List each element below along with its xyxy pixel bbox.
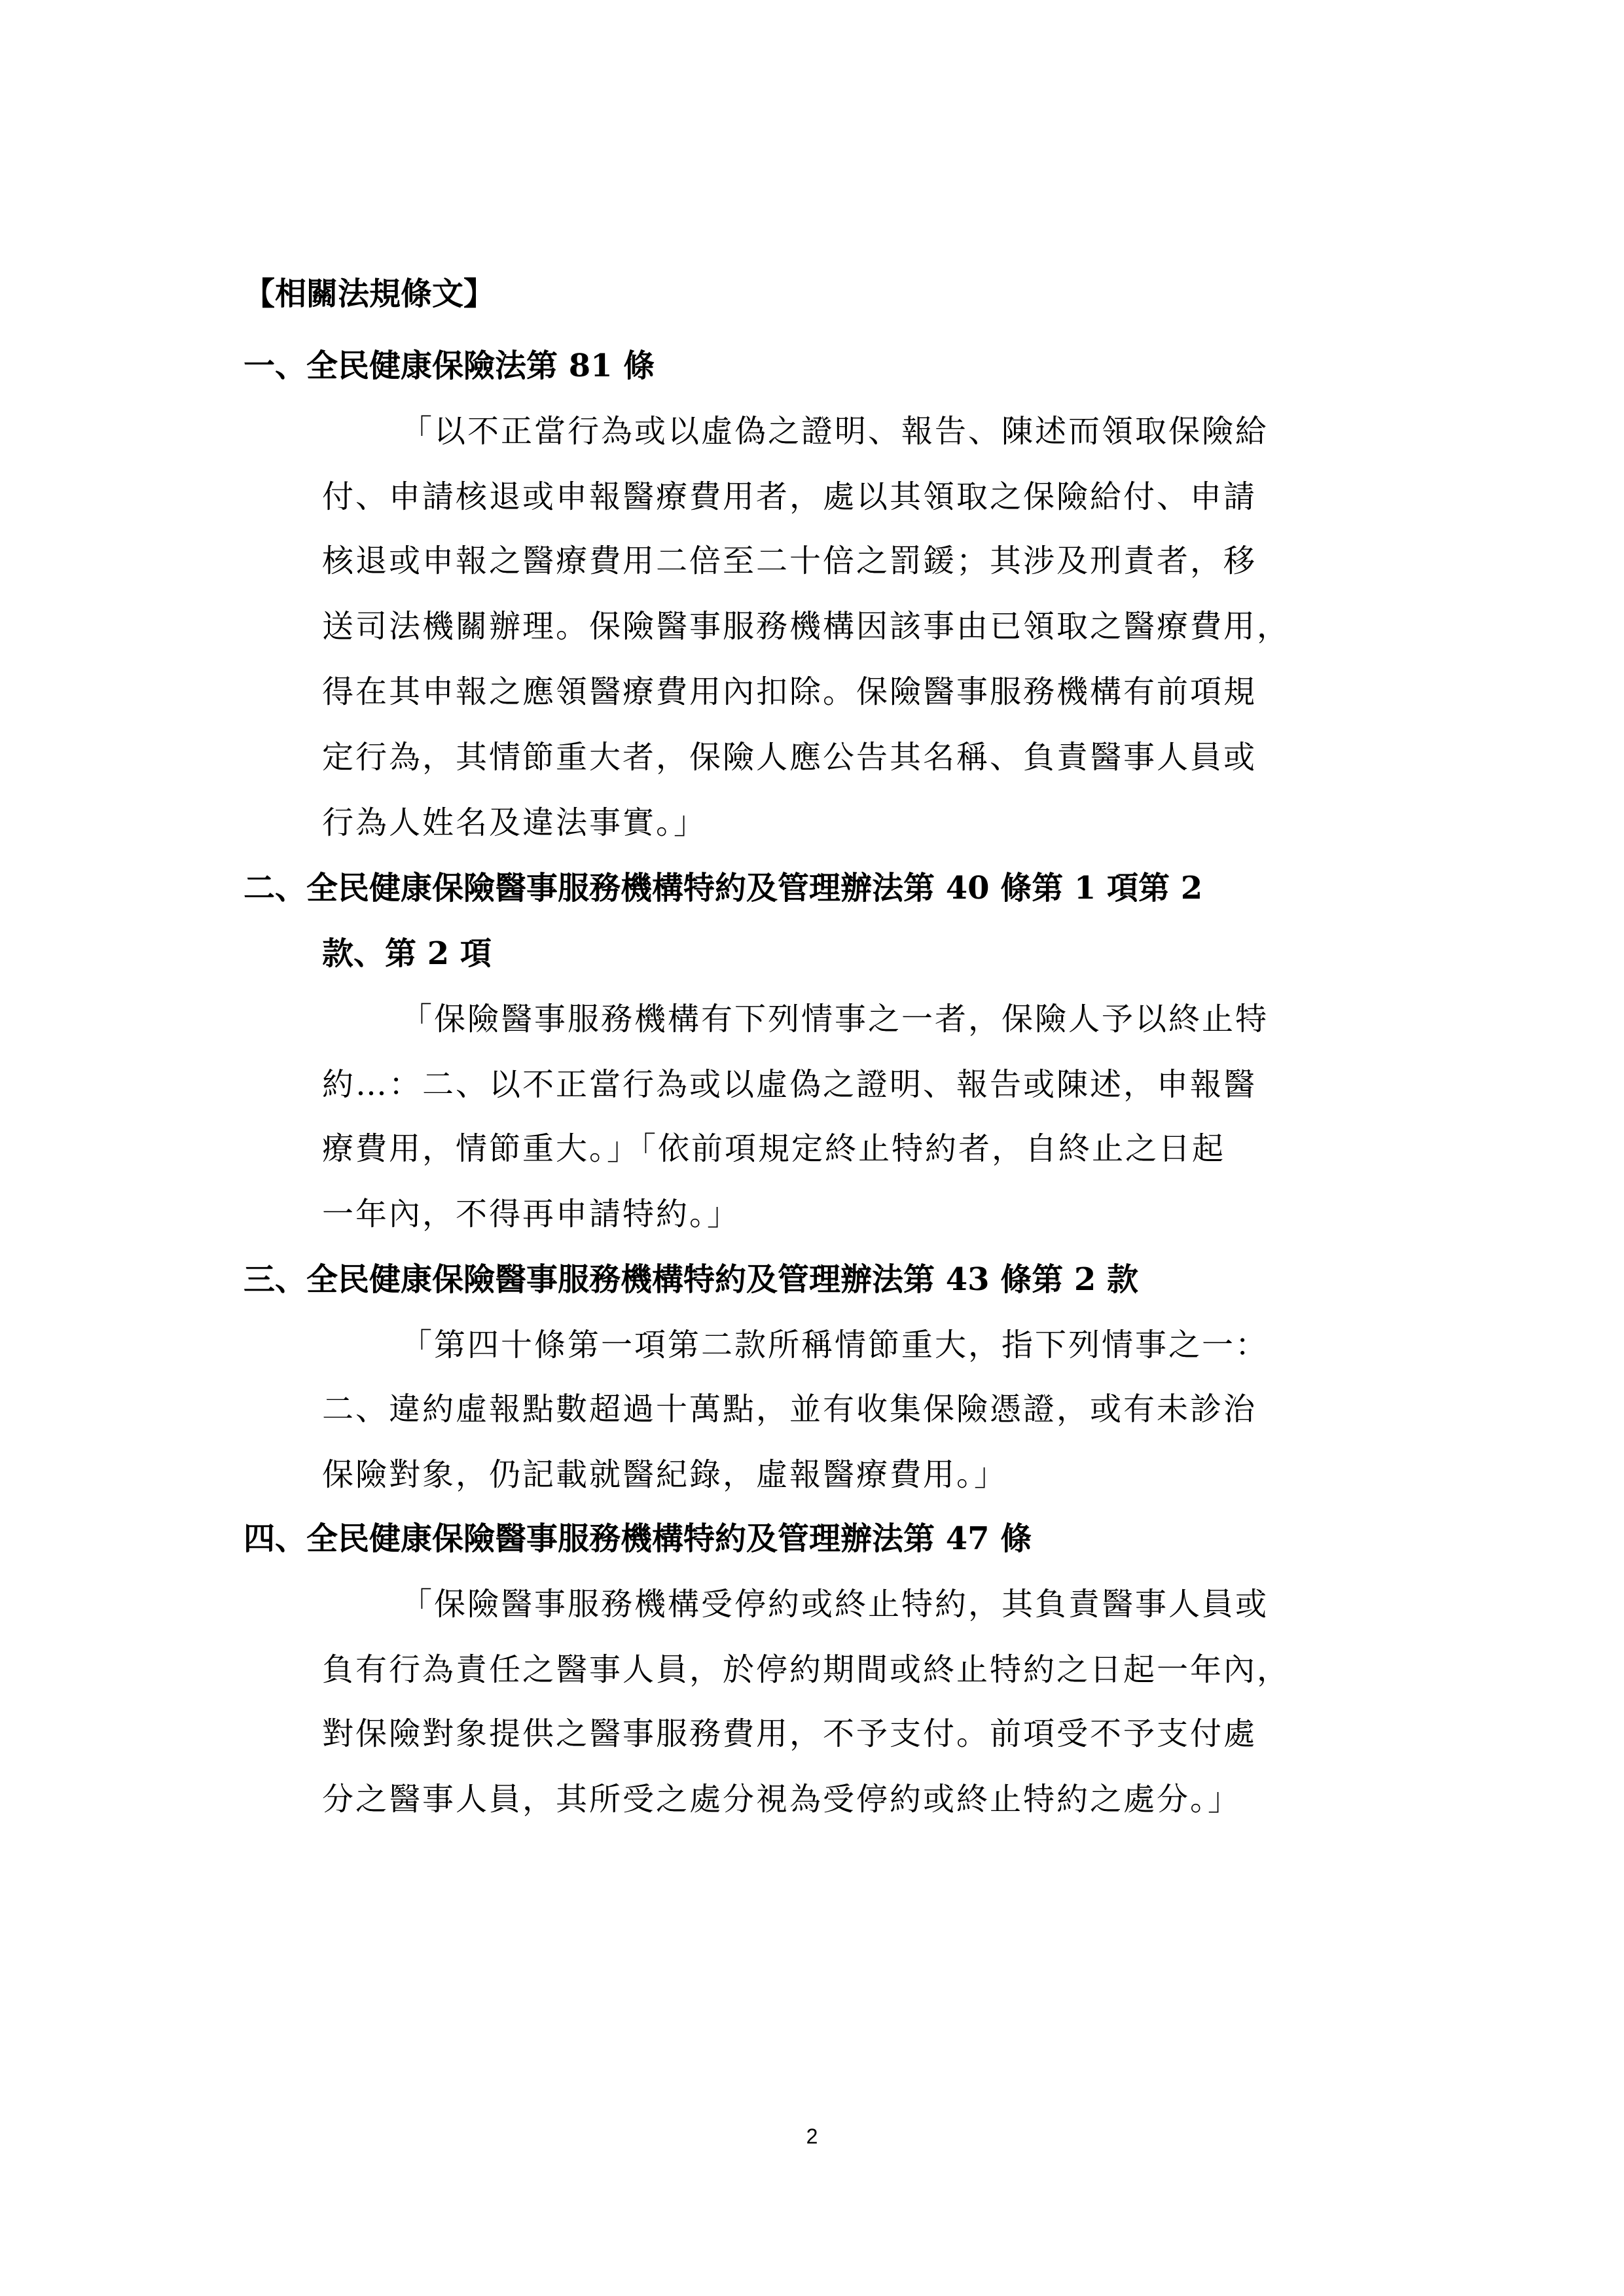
section-3-line-3: 保險對象，仍記載就醫紀錄，虛報醫療費用。」 [322, 1456, 1008, 1493]
section-4-line-3: 對保險對象提供之醫事服務費用，不予支付。前項受不予支付處 [322, 1715, 1257, 1752]
section-1-line-5: 得在其申報之應領醫療費用內扣除。保險醫事服務機構有前項規 [322, 673, 1257, 710]
section-1-line-2: 付、申請核退或申報醫療費用者，處以其領取之保險給付、申請 [322, 478, 1257, 515]
section-4-line-2: 負有行為責任之醫事人員，於停約期間或終止特約之日起一年內， [322, 1651, 1291, 1688]
section-3-line-2: 二、違約虛報點數超過十萬點，並有收集保險憑證，或有未診治 [322, 1391, 1257, 1427]
page-title: 【相關法規條文】 [244, 276, 496, 312]
section-heading-2: 二、全民健康保險醫事服務機構特約及管理辦法第 40 條第 1 項第 2 [244, 870, 1203, 906]
section-2-line-3: 療費用，情節重大。」「依前項規定終止特約者，自終止之日起 [322, 1130, 1226, 1167]
section-heading-3: 三、全民健康保險醫事服務機構特約及管理辦法第 43 條第 2 款 [244, 1261, 1139, 1298]
section-2-line-4: 一年內，不得再申請特約。」 [322, 1196, 741, 1232]
section-heading-1: 一、全民健康保險法第 81 條 [244, 348, 655, 384]
section-heading-2-continued: 款、第 2 項 [322, 935, 492, 972]
section-1-line-4: 送司法機關辦理。保險醫事服務機構因該事由已領取之醫療費用， [322, 608, 1291, 645]
section-4-line-4: 分之醫事人員，其所受之處分視為受停約或終止特約之處分。」 [322, 1781, 1242, 1818]
section-heading-4: 四、全民健康保險醫事服務機構特約及管理辦法第 47 條 [244, 1520, 1032, 1557]
section-3-line-1: 「第四十條第一項第二款所稱情節重大，指下列情事之一： [401, 1327, 1269, 1363]
section-1-line-7: 行為人姓名及違法事實。」 [322, 804, 708, 841]
section-4-line-1: 「保險醫事服務機構受停約或終止特約，其負責醫事人員或 [401, 1586, 1269, 1623]
section-1-line-3: 核退或申報之醫療費用二倍至二十倍之罰鍰；其涉及刑責者，移 [322, 543, 1257, 579]
section-1-line-6: 定行為，其情節重大者，保險人應公告其名稱、負責醫事人員或 [322, 739, 1257, 776]
page-number: 2 [806, 2125, 818, 2148]
section-1-line-1: 「以不正當行為或以虛偽之證明、報告、陳述而領取保險給 [401, 413, 1269, 450]
section-2-line-1: 「保險醫事服務機構有下列情事之一者，保險人予以終止特 [401, 1001, 1269, 1037]
section-2-line-2: 約…：二、以不正當行為或以虛偽之證明、報告或陳述，申報醫 [322, 1066, 1257, 1103]
